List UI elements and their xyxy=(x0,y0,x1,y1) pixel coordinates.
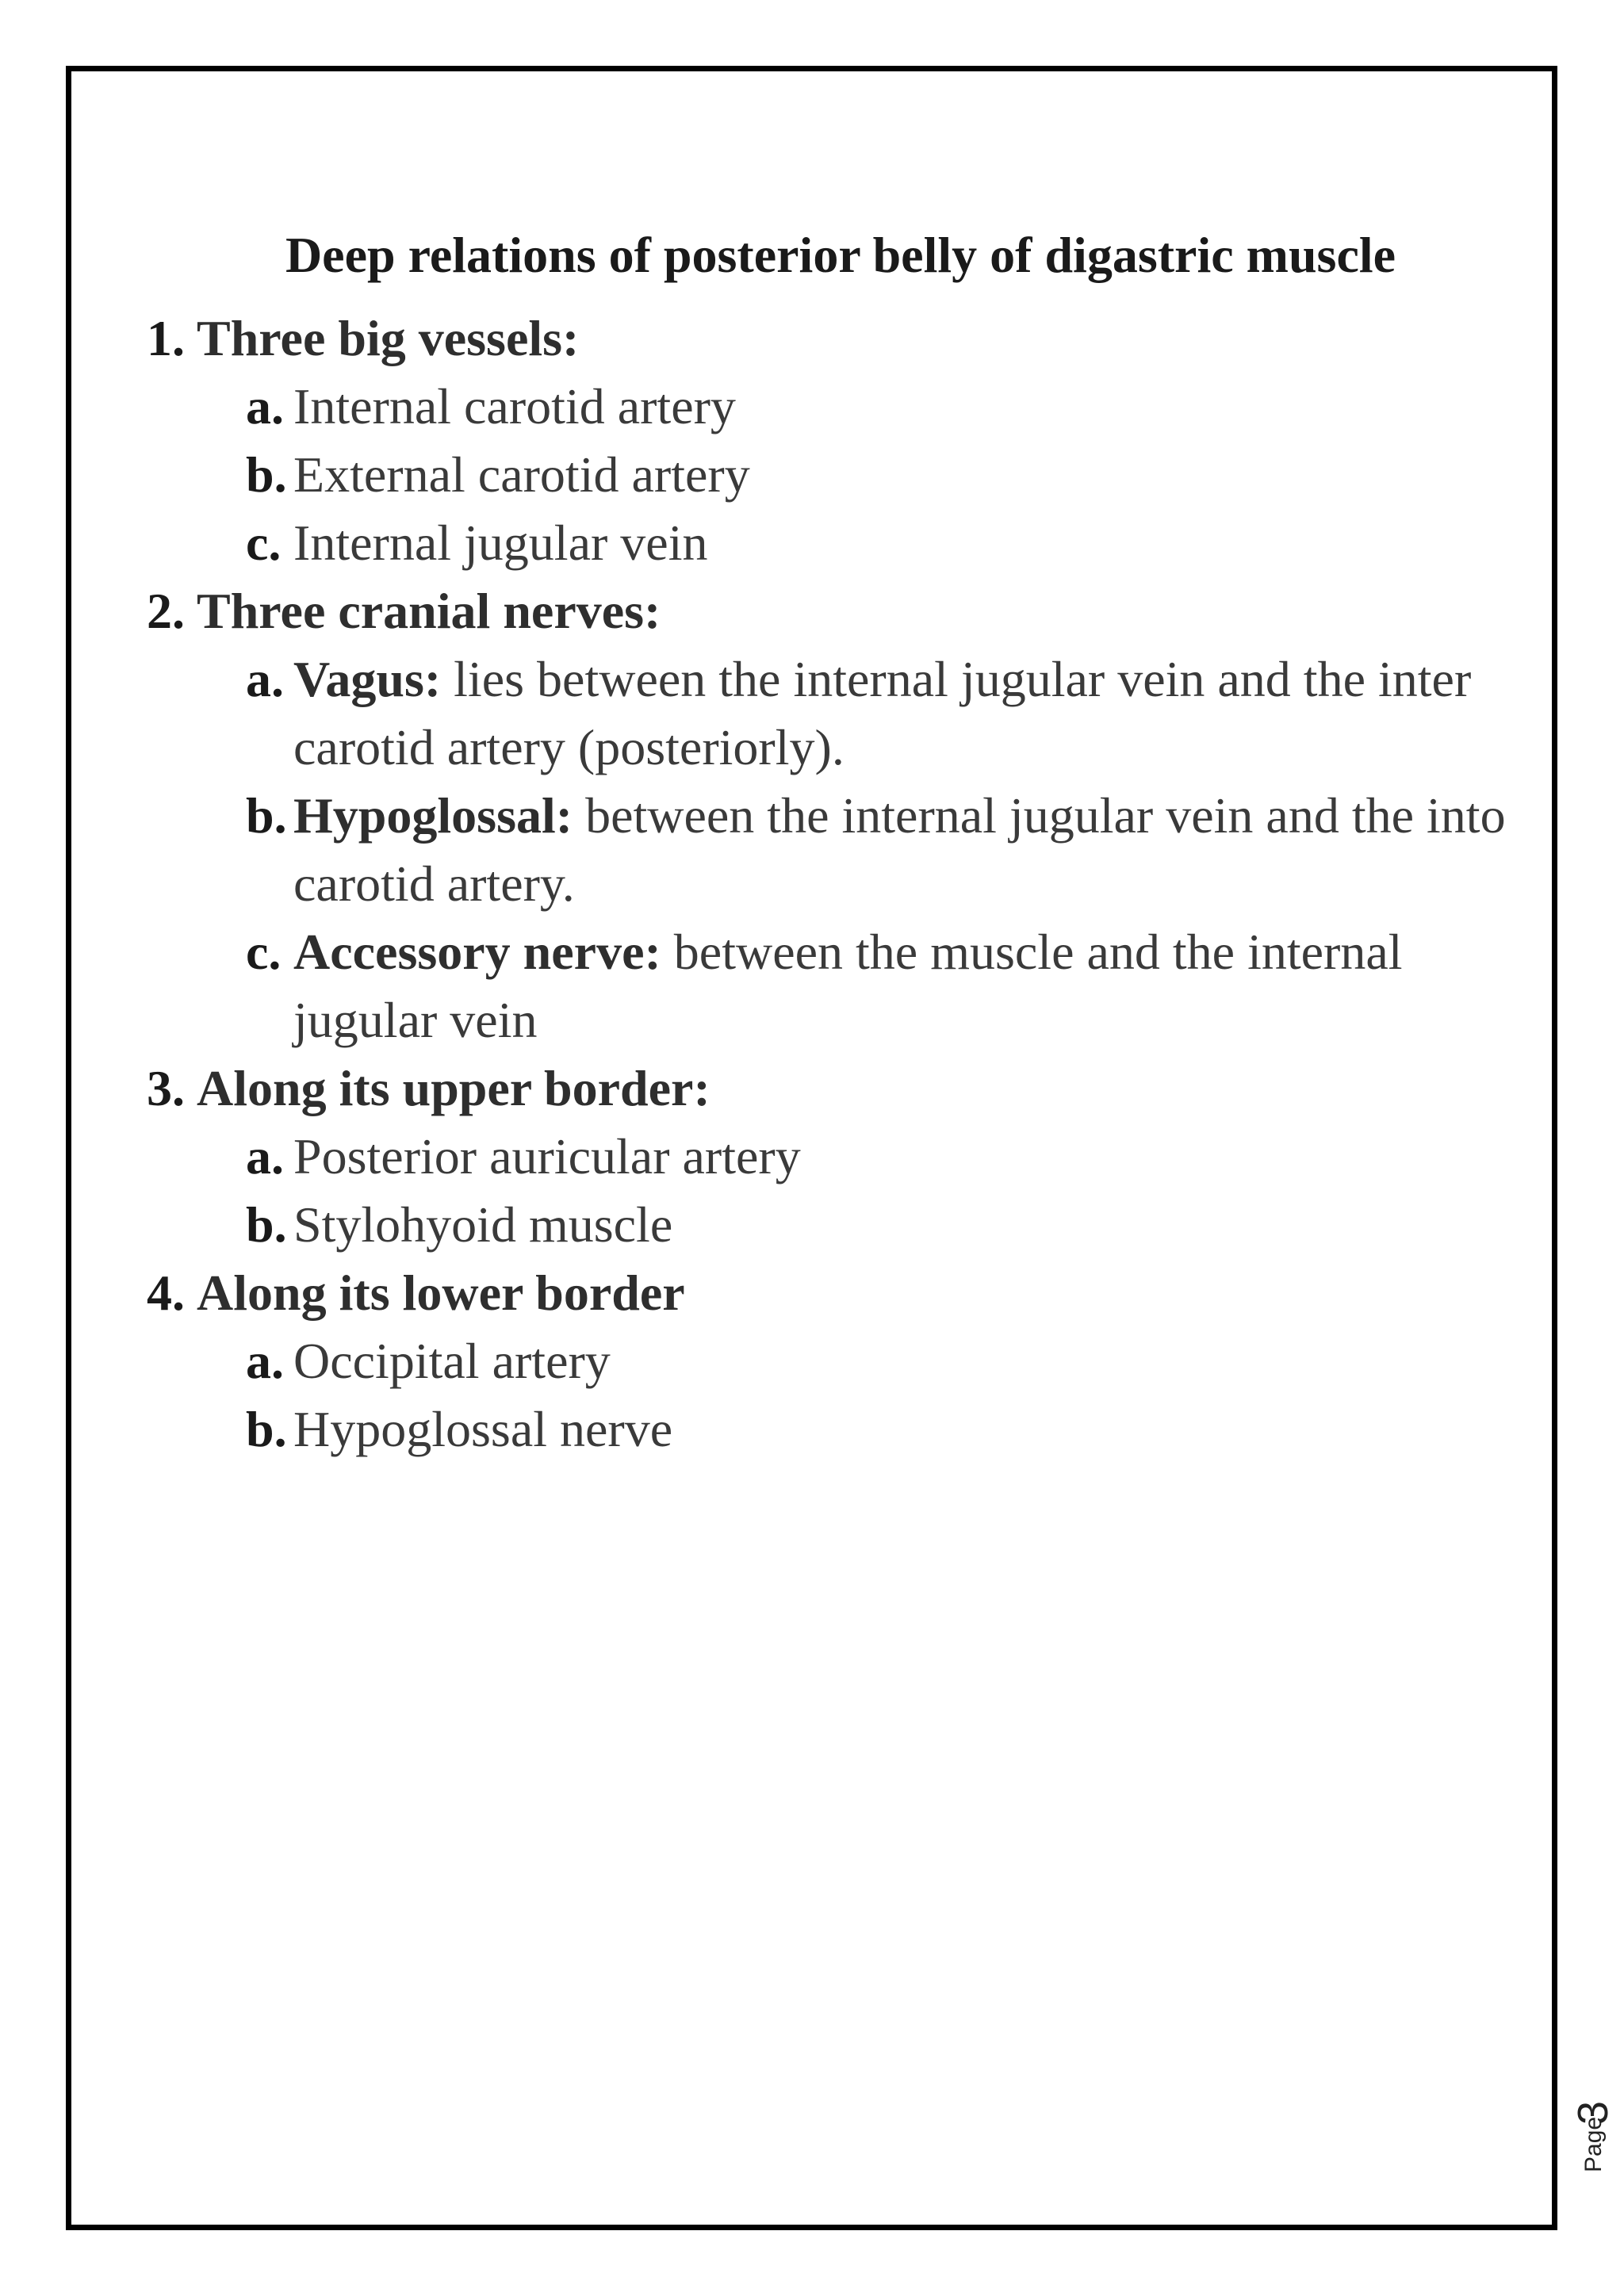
item-text: External carotid artery xyxy=(293,446,750,503)
item-text-block xyxy=(293,1327,1511,1395)
item-text-block xyxy=(293,782,1519,918)
item-text: between the internal jugular vein and the into carotid artery. xyxy=(293,787,1519,912)
item-text: Stylohyoid muscle xyxy=(293,1196,673,1253)
item-text-block xyxy=(293,509,1511,577)
item-text-block xyxy=(293,441,1511,509)
section-title: Three cranial nerves: xyxy=(197,583,661,639)
section-heading xyxy=(147,304,1511,373)
item-letter: a. xyxy=(246,1128,284,1184)
item-term: Hypoglossal: xyxy=(293,787,573,844)
list-item xyxy=(147,1191,1511,1259)
item-text-block xyxy=(293,1395,1511,1464)
item-letter: b. xyxy=(246,787,287,844)
section xyxy=(147,577,1519,1054)
list-item xyxy=(147,645,1511,782)
section-title: Along its lower border xyxy=(197,1265,685,1321)
page-label: Page xyxy=(1580,2116,1607,2172)
item-text-block xyxy=(293,1123,1511,1191)
item-text-block xyxy=(293,918,1511,1054)
item-text: between the muscle and the internal jugular vein xyxy=(293,924,1415,1048)
section xyxy=(147,304,1511,577)
section-number: 2. xyxy=(147,583,185,639)
item-list xyxy=(147,645,1519,1054)
item-letter: b. xyxy=(246,1196,287,1253)
item-letter: a. xyxy=(246,378,284,434)
list-item xyxy=(147,782,1519,918)
item-text-block xyxy=(293,1191,1511,1259)
item-text: Internal carotid artery xyxy=(293,378,736,434)
item-letter: c. xyxy=(246,924,282,980)
section-heading xyxy=(147,577,1511,645)
item-text: Occipital artery xyxy=(293,1333,611,1389)
item-text: lies between the internal jugular vein and the inter carotid artery (posteriorly). xyxy=(293,651,1484,775)
item-letter: b. xyxy=(246,446,287,503)
list-item xyxy=(147,373,1511,441)
item-text-block xyxy=(293,373,1511,441)
item-term: Vagus: xyxy=(293,651,442,707)
list-item xyxy=(147,509,1511,577)
item-list xyxy=(147,373,1511,577)
section-heading xyxy=(147,1259,1511,1327)
item-letter: a. xyxy=(246,1333,284,1389)
document-title: Deep relations of posterior belly of digastric muscle xyxy=(285,227,1396,283)
item-text: Internal jugular vein xyxy=(293,515,708,571)
item-text-block xyxy=(293,645,1511,782)
section-number: 1. xyxy=(147,310,185,366)
item-text: Hypoglossal nerve xyxy=(293,1401,673,1457)
item-letter: b. xyxy=(246,1401,287,1457)
item-letter: c. xyxy=(246,515,282,571)
document-body xyxy=(147,222,1519,1464)
list-item xyxy=(147,441,1511,509)
list-item xyxy=(147,1327,1511,1395)
item-term: Accessory nerve: xyxy=(293,924,661,980)
item-letter: a. xyxy=(246,651,284,707)
section xyxy=(147,1054,1511,1259)
list-item xyxy=(147,1123,1511,1191)
section-title: Along its upper border: xyxy=(197,1060,710,1116)
section-heading xyxy=(147,1054,1511,1123)
section-list xyxy=(147,304,1519,1464)
item-list xyxy=(147,1327,1511,1464)
item-text: Posterior auricular artery xyxy=(293,1128,801,1184)
section-number: 3. xyxy=(147,1060,185,1116)
list-item xyxy=(147,918,1511,1054)
section-number: 4. xyxy=(147,1265,185,1321)
section-title: Three big vessels: xyxy=(197,310,580,366)
list-item xyxy=(147,1395,1511,1464)
item-list xyxy=(147,1123,1511,1259)
page-number: 3 xyxy=(1569,2100,1617,2125)
section xyxy=(147,1259,1511,1464)
